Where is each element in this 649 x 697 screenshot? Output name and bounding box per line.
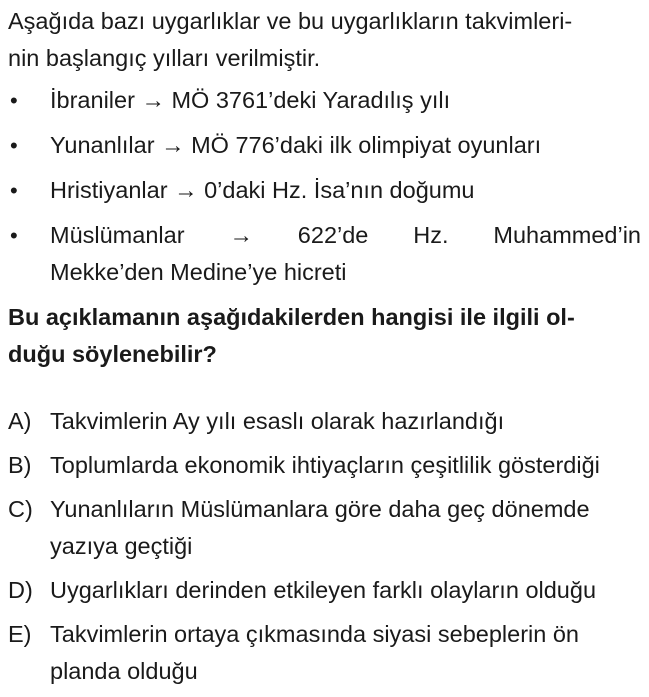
- calendar-list: [8, 82, 641, 291]
- list-item: [8, 217, 641, 291]
- option-d[interactable]: [8, 572, 641, 609]
- question-line-2: duğu söylenebilir?: [8, 341, 217, 367]
- option-a[interactable]: [8, 403, 641, 440]
- option-text: Takvimlerin Ay yılı esaslı olarak hazırlandığı: [50, 408, 505, 434]
- intro-paragraph: [8, 0, 641, 77]
- option-text: Toplumlarda ekonomik ihtiyaçların çeşitlilik gösterdiği: [50, 452, 600, 478]
- option-text-continuation: yazıya geçtiği: [50, 533, 193, 559]
- option-text: Yunanlıların Müslümanlara göre daha geç dönemde: [50, 496, 590, 522]
- question-stem: [8, 299, 641, 373]
- option-text: Takvimlerin ortaya çıkmasında siyasi sebeplerin ön: [50, 621, 579, 647]
- option-letter: E): [8, 621, 32, 647]
- option-b[interactable]: [8, 447, 641, 484]
- option-text: Uygarlıkları derinden etkileyen farklı olayların olduğu: [50, 577, 597, 603]
- option-letter: C): [8, 496, 33, 522]
- question-page: [8, 0, 641, 697]
- bullet-icon: •: [10, 178, 18, 203]
- bullet-text-continuation: Mekke’den Medine’ye hicreti: [50, 259, 347, 285]
- bullet-text: Hristiyanlar → 0’daki Hz. İsa’nın doğumu: [50, 177, 475, 203]
- option-text-continuation: planda olduğu: [50, 658, 198, 684]
- option-c[interactable]: [8, 491, 641, 565]
- bullet-text: İbraniler → MÖ 3761’deki Yaradılış yılı: [50, 87, 451, 113]
- bullet-icon: •: [10, 223, 18, 248]
- intro-line-2: nin başlangıç yılları verilmiştir.: [8, 45, 321, 71]
- list-item: [8, 127, 641, 164]
- list-item: [8, 172, 641, 209]
- bullet-icon: •: [10, 133, 18, 158]
- answer-options: [8, 403, 641, 690]
- option-letter: B): [8, 452, 32, 478]
- question-line-1: Bu açıklamanın aşağıdakilerden hangisi ile ilgili ol-: [8, 304, 575, 330]
- bullet-text: Müslümanlar → 622’de Hz. Muhammed’in: [50, 222, 641, 248]
- intro-line-1: Aşağıda bazı uygarlıklar ve bu uygarlıkların takvimleri-: [8, 8, 573, 34]
- option-letter: A): [8, 408, 32, 434]
- bullet-text: Yunanlılar → MÖ 776’daki ilk olimpiyat oyunları: [50, 132, 542, 158]
- bullet-icon: •: [10, 88, 18, 113]
- list-item: [8, 82, 641, 119]
- option-e[interactable]: [8, 616, 641, 690]
- option-letter: D): [8, 577, 33, 603]
